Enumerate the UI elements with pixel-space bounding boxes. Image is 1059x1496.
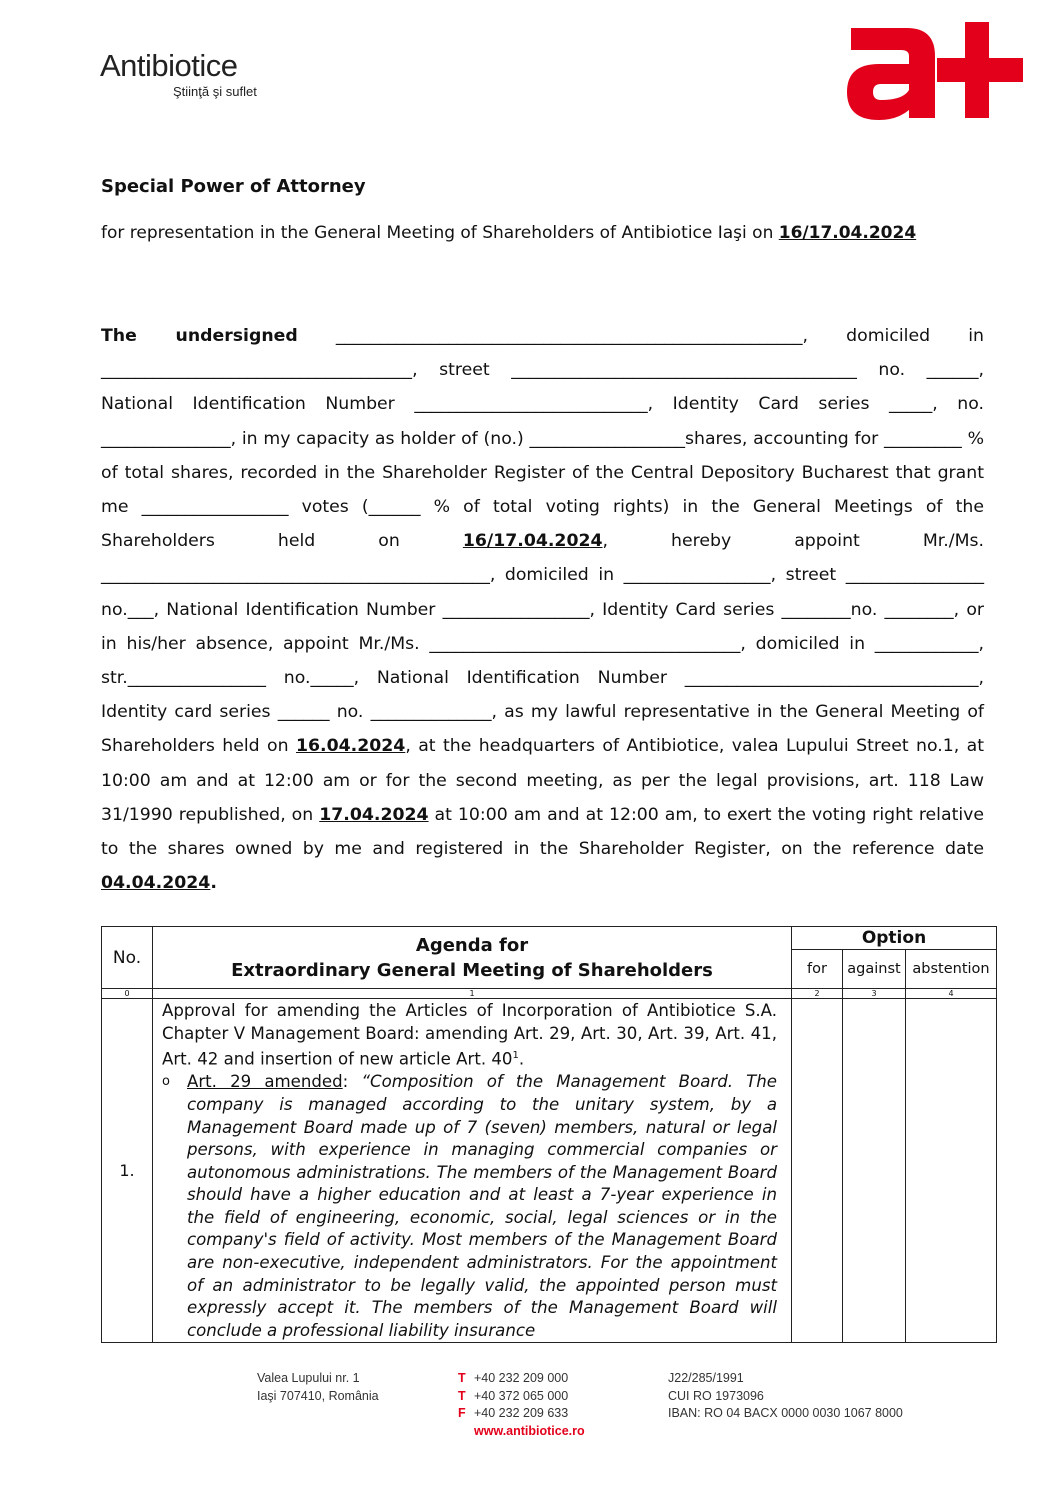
- vote-against-cell[interactable]: [843, 999, 906, 1343]
- declaration-part-3: , at the headquarters of Antibiotice, valea Lupului Street no.1, at 10:00 am and at 12:00 am or for the second meeting, as per the legal provisions, art. 118 Law 31/1990 republished, on: [101, 736, 984, 825]
- phone-key: T: [458, 1371, 466, 1385]
- article-label: Art. 29 amended: [187, 1072, 343, 1092]
- table-header-row: [102, 927, 997, 950]
- declaration-part-2: , hereby appoint Mr./Ms. _____________________________________________, domiciled in _________________, street ________________ no.___, National Identification Number _________________, Identity Card series ________no. ________, or in his/her absence, appoint Mr./Ms. ____________________________________, domiciled in ____________, str.________________ no._____, National Identification Number __________________________________, Identity card series ______ no. ______________, as my lawful representative in the General Meeting of Shareholders held on: [101, 531, 984, 757]
- meeting-date-2: 16.04.2024: [295, 736, 406, 757]
- footer-registration: [668, 1370, 903, 1423]
- vote-for-cell[interactable]: [792, 999, 843, 1343]
- article-body: “Composition of the Management Board. The company is managed according to the unitary system, by a Management Board made up of 7 (seven) members, natural or legal persons, with experience in managing commercial companies or autonomous administrations. The members of the Management Board should have a higher education and at least a 7-year experience in the field of engineering, economic, social, legal sciences or in the company's field of activity. Most members of the Management Board are non-executive, independent administrators. For the appointment of an administrator to be legally valid, the appointed person must expressly accept it. The members of the Management Board will conclude a professional liability insurance: [187, 1072, 778, 1340]
- footer-address: [257, 1370, 379, 1405]
- a-plus-logo-icon: [845, 18, 1025, 122]
- phone-2: +40 372 065 000: [474, 1388, 569, 1403]
- document-subtitle: [101, 223, 916, 243]
- footer-address-line1: Valea Lupului nr. 1: [257, 1371, 360, 1385]
- index-cell: 1: [153, 989, 792, 999]
- declaration-part-4: at 10:00 am and at 12:00 am, to exert the voting right relative to the shares owned by me and registered in the Shareholder Register, on the reference date: [101, 804, 985, 860]
- subtitle-date: 16/17.04.2024: [778, 223, 917, 243]
- reference-date: 04.04.2024: [101, 873, 211, 894]
- agenda-item-main: Approval for amending the Articles of Incorporation of Antibiotice S.A. Chapter V Management Board: amending Art. 29, Art. 30, Art. 39, Art. 41, Art. 42 and insertion of new article Art. 40: [162, 1001, 777, 1069]
- bullet-icon: o: [162, 1074, 170, 1090]
- fax-number: +40 232 209 633: [474, 1406, 569, 1420]
- undersigned-label: The undersigned: [101, 326, 298, 346]
- agenda-item-content: [153, 999, 792, 1343]
- registration-number: J22/285/1991: [668, 1371, 744, 1385]
- company-logo-name: Antibiotice: [100, 48, 238, 83]
- agenda-table: [101, 926, 997, 1343]
- fax-key: F: [458, 1406, 466, 1420]
- footer-address-line2: Iaşi 707410, România: [257, 1388, 379, 1403]
- agenda-header-line2: Extraordinary General Meeting of Shareholders: [231, 959, 713, 981]
- agenda-item-end: .: [518, 1049, 525, 1069]
- declaration-end: .: [210, 873, 217, 894]
- index-cell: 0: [102, 989, 153, 999]
- company-tagline: Ştiinţă şi suflet: [173, 84, 257, 99]
- vote-abstention-cell[interactable]: [906, 999, 997, 1343]
- index-cell: 2: [792, 989, 843, 999]
- phone-1: +40 232 209 000: [474, 1371, 569, 1385]
- footer-contacts: [458, 1370, 585, 1440]
- agenda-header-line1: Agenda for: [415, 934, 529, 956]
- website-link[interactable]: www.antibiotice.ro: [474, 1423, 585, 1438]
- col-no-header: No.: [102, 927, 153, 989]
- phone-key: T: [458, 1388, 466, 1403]
- col-for-header: for: [792, 950, 843, 989]
- table-index-row: [102, 989, 997, 999]
- declaration-part-1: ______________________________________________________, domiciled in ____________________________________, street ________________________________________ no. ______, National Identification Number ___________________________, Identity Card series _____, no. _______________, in my capacity as holder of (no.) __________________shares, accounting for _________ % of total shares, recorded in the Shareholder Register of the Central Depository Bucharest that grant me _________________ votes (______ % of total voting rights) in the General Meetings of the Shareholders held on: [101, 326, 984, 552]
- col-option-header: Option: [792, 927, 997, 950]
- meeting-date-1: 16/17.04.2024: [462, 531, 603, 552]
- col-agenda-header: [153, 927, 792, 989]
- col-abstention-header: abstention: [906, 950, 997, 989]
- meeting-date-3: 17.04.2024: [319, 804, 429, 825]
- row-number: 1.: [102, 999, 153, 1343]
- index-cell: 3: [843, 989, 906, 999]
- document-title: Special Power of Attorney: [101, 176, 366, 197]
- index-cell: 4: [906, 989, 997, 999]
- iban-number: IBAN: RO 04 BACX 0000 0030 1067 8000: [668, 1406, 903, 1420]
- agenda-item-superscript: 1: [512, 1050, 519, 1062]
- subtitle-text: for representation in the General Meeting of Shareholders of Antibiotice Iaşi on: [101, 223, 779, 243]
- agenda-item-text: [162, 1000, 777, 1071]
- article-text: [187, 1071, 777, 1342]
- table-row: [102, 999, 997, 1343]
- cui-number: CUI RO 1973096: [668, 1388, 764, 1403]
- attorney-declaration: [101, 319, 984, 900]
- col-against-header: against: [843, 950, 906, 989]
- article-amendment: [162, 1071, 777, 1342]
- article-colon: :: [342, 1072, 362, 1092]
